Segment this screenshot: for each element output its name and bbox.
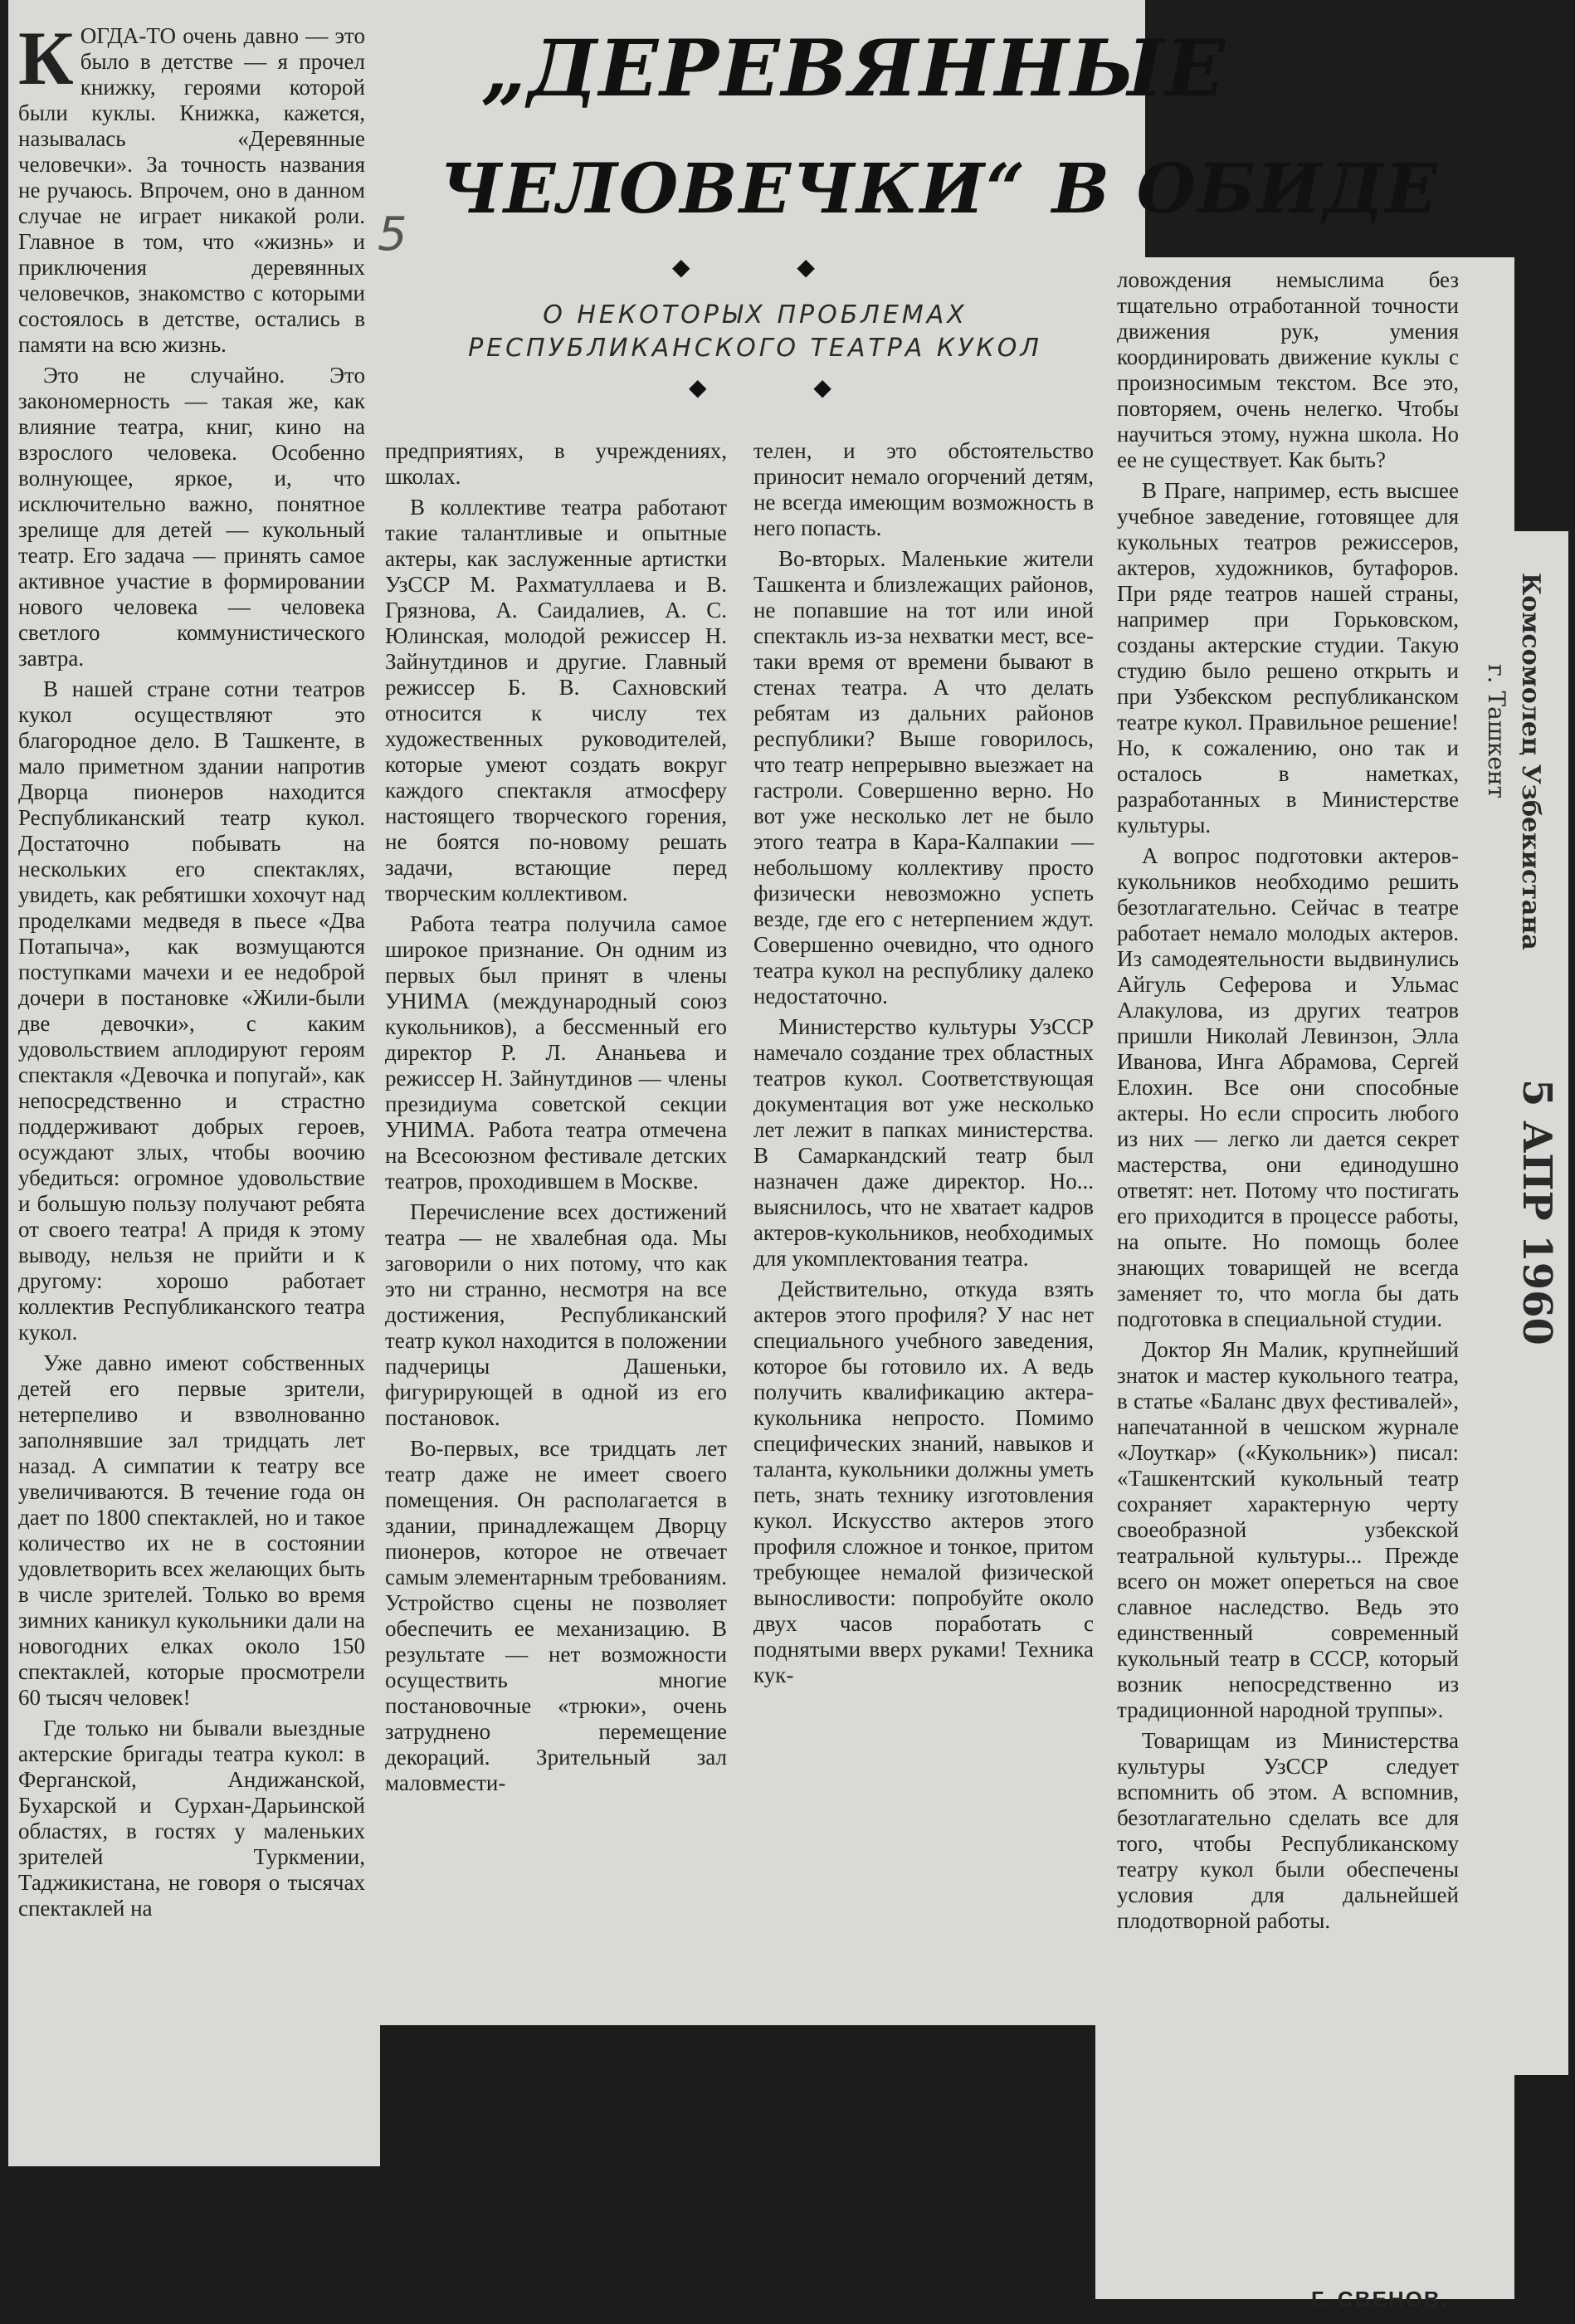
article-column-2 — [385, 438, 727, 1801]
paragraph: Действительно, откуда взять актеров этого профиля? У нас нет специального учебного заведения, которое бы готовило их. А ведь получить квалификацию актера-кукольника непросто. Помимо специфических знаний, навыков и таланта, кукольники должны уметь петь, знать технику изготовления кукол. Искусство актеров этого профиля сложное и тонкое, притом требующее немалой физической выносливости: попробуйте около двух часов поработать с поднятыми вверх руками! Техника кук- — [753, 1277, 1094, 1687]
paragraph: А вопрос подготовки актеров-кукольников необходимо решить безотлагательно. Сейчас в театре работает немало молодых актеров. Из самодеятельности выдвинулись Айгуль Сеферова и Ульмас Алакулова, из других театров пришли Николай Левинзон, Элла Иванова, Инга Абрамова, Сергей Елохин. Все они способные актеры. Но если спросить любого из них — легко ли дается секрет мастерства, они единодушно ответят: нет. Потому что постигать его приходится в процессе работы, на опыте. Но помощь более знающих товарищей не всегда заменяет то, что могла бы дать подготовка в специальной студии. — [1117, 843, 1459, 1331]
paragraph: Доктор Ян Малик, крупнейший знаток и мастер кукольного театра, в статье «Баланс двух фестивалей», напечатанной в чешском журнале «Лоуткар» («Кукольник») писал: «Ташкентский кукольный театр сохраняет характерную черту своеобразной узбекской театральной культуры... Прежде всего он может опереться на свое славное наследство. Ведь это единственный современный кукольный театр в СССР, который возник непосредственно из традиционной народной труппы». — [1117, 1337, 1459, 1722]
paragraph: Товарищам из Министерства культуры УзССР следует вспомнить об этом. А вспомнив, безотлагательно сделать все для того, чтобы Республиканскому театру кукол были обеспечены условия для дальнейшей плодотворной работы. — [1117, 1728, 1459, 1933]
paragraph: В нашей стране сотни театров кукол осуществляют это благородное дело. В Ташкенте, в мало приметном здании напротив Дворца пионеров находится Республиканский театр кукол. Достаточно побывать на нескольких его спектаклях, увидеть, как ребятишки хохочут над проделками медведя в пьесе «Два Потапыча», как возмущаются поступками мачехи и ее недоброй дочери в постановке «Жили-были две девочки», с каким удовольствием аплодируют героям спектакля «Девочка и попугай», как непосредственно и страстно поддерживают добрых героев, осуждают злых, чтобы воочию убедиться: огромное удовольствие и большую пользу получают ребята от своего театра! А придя к этому выводу, нельзя не прийти и к другому: хорошо работает коллектив Республиканского театра кукол. — [18, 676, 365, 1345]
paragraph: Министерство культуры УзССР намечало создание трех областных театров кукол. Соответствующая документация вот уже несколько лет лежит в папках министерства. В Самаркандский театр был назначен даже директор. Но... выяснилось, что не хватает кадров актеров-кукольников, необходимых для укомплектования театра. — [753, 1014, 1094, 1271]
paragraph: Это не случайно. Это закономерность — такая же, как влияние театра, книг, кино на взрослого человека. Особенно волнующее, яркое, и, что исключительно важно, понятное зрелище для детей — кукольный театр. Его задача — принять самое активное участие в формировании нового человека — человека светлого коммунистического завтра. — [18, 363, 365, 671]
source-publication: Комсомолец Узбекистана — [1516, 573, 1545, 950]
date-stamp: 5 АПР 1960 — [1514, 1079, 1560, 1345]
author-signature: Г. СВЕНОВ. — [1311, 2287, 1449, 2312]
drop-cap: К — [18, 16, 74, 100]
article-column-4 — [1117, 267, 1459, 1939]
paragraph: Во-первых, все тридцать лет театр даже не имеет своего помещения. Он располагается в здании, принадлежащем Дворцу пионеров, которое не отвечает самым элементарным требованиям. Устройство сцены не позволяет обеспечить ее механизацию. В результате — нет возможности осуществить многие постановочные «трюки», очень затруднено перемещение декораций. Зрительный зал маловмести- — [385, 1436, 727, 1795]
ornament-top: ◆ ◆ — [672, 253, 865, 281]
article-column-3 — [753, 438, 1094, 1693]
article-column-1 — [18, 16, 365, 1926]
handwritten-number: 5 — [378, 208, 407, 261]
paragraph: Перечисление всех достижений театра — не хвалебная ода. Мы заговорили о них потому, что как это ни странно, несмотря на все достижения, Республиканский театр кукол находится в положении падчерицы Дашеньки, фигурирующей в одной из его постановок. — [385, 1199, 727, 1430]
paragraph: ОГДА-ТО очень давно — это было в детстве — я прочел книжку, героями которой были куклы. Книжка, кажется, называлась «Деревянные человечки». За точность названия не ручаюсь. Впрочем, оно в данном случае не играет никакой роли. Главное в том, что «жизнь» и приключения деревянных человечков, знакомство с которыми состоялось в детстве, остались в памяти на всю жизнь. — [18, 23, 365, 357]
paragraph: В коллективе театра работают такие талантливые и опытные актеры, как заслуженные артистки УзССР М. Рахматуллаева и В. Грязнова, А. Саидалиев, А. С. Юлинская, молодой режиссер Н. Зайнутдинов и другие. Главный режиссер Б. В. Сахновский относится к числу тех художественных руководителей, которые умеют создать вокруг каждого спектакля атмосферу настоящего творческого горения, не боятся по-новому решать задачи, встающие перед творческим коллективом. — [385, 495, 727, 906]
headline-line1: „ДЕРЕВЯННЫЕ — [481, 23, 1227, 115]
subtitle-line2: РЕСПУБЛИКАНСКОГО ТЕАТРА КУКОЛ — [468, 334, 1042, 363]
paragraph: Во-вторых. Маленькие жители Ташкента и близлежащих районов, не попавшие на тот или иной спектакль из-за нехватки мест, все-таки время от времени бывают в стенах театра. А что делать ребятам из дальних районов республики? Выше говорилось, что театр непрерывно выезжает на гастроли. Совершенно верно. Но вот уже несколько лет не было этого театра в Кара-Калпакии — небольшому коллективу просто физически невозможно успеть везде, где его с нетерпением ждут. Совершенно очевидно, что одного театра кукол на республику далеко недостаточно. — [753, 546, 1094, 1008]
paragraph: телен, и это обстоятельство приносит немало огорчений детям, не всегда имеющим возможность в него попасть. — [753, 438, 1094, 540]
ornament-bottom: ◆ ◆ — [689, 374, 881, 401]
paragraph: Где только ни бывали выездные актерские бригады театра кукол: в Ферганской, Андижанской, Бухарской и Сурхан-Дарьинской областях, в гостях у маленьких зрителей Туркмении, Таджикистана, не говоря о тысячах спектаклей на — [18, 1716, 365, 1921]
paragraph: Работа театра получила самое широкое признание. Он одним из первых был принят в члены УНИМА (международный союз кукольников), а бессменный его директор Р. Л. Ананьева и режиссер Н. Зайнутдинов — члены президиума советской секции УНИМА. Работа театра отмечена на Всесоюзном фестивале детских театров, проходившем в Москве. — [385, 911, 727, 1194]
paragraph: В Праге, например, есть высшее учебное заведение, готовящее для кукольных театров режиссеров, актеров, художников, бутафоров. При ряде театров нашей страны, например при Горьковском, созданы актерские студии. Такую студию было решено открыть и при Узбекском республиканском театре кукол. Правильное решение! Но, к сожалению, оно так и осталось в наметках, разработанных в Министерстве культуры. — [1117, 478, 1459, 837]
paragraph: Уже давно имеют собственных детей его первые зрители, нетерпеливо и взволнованно заполнявшие зал тридцать лет назад. А симпатии к театру все увеличиваются. В течение года он дает по 1800 спектаклей, но и такое количество их не в состоянии удовлетворить всех желающих быть в числе зрителей. Только во время зимних каникул кукольники дали на новогодних елках около 150 спектаклей, которые просмотрели 60 тысяч человек! — [18, 1350, 365, 1710]
paragraph: ловождения немыслима без тщательно отработанной точности движения рук, умения координировать движение куклы с произносимым текстом. Все это, повторяем, очень нелегко. Чтобы научиться этому, нужна школа. Но ее не существует. Как быть? — [1117, 267, 1459, 472]
headline-line2: ЧЕЛОВЕЧКИ“ В ОБИДЕ — [440, 149, 1440, 229]
paragraph: предприятиях, в учреждениях, школах. — [385, 438, 727, 489]
source-city: г. Ташкент — [1483, 664, 1510, 799]
subtitle-line1: О НЕКОТОРЫХ ПРОБЛЕМАХ — [543, 300, 968, 330]
